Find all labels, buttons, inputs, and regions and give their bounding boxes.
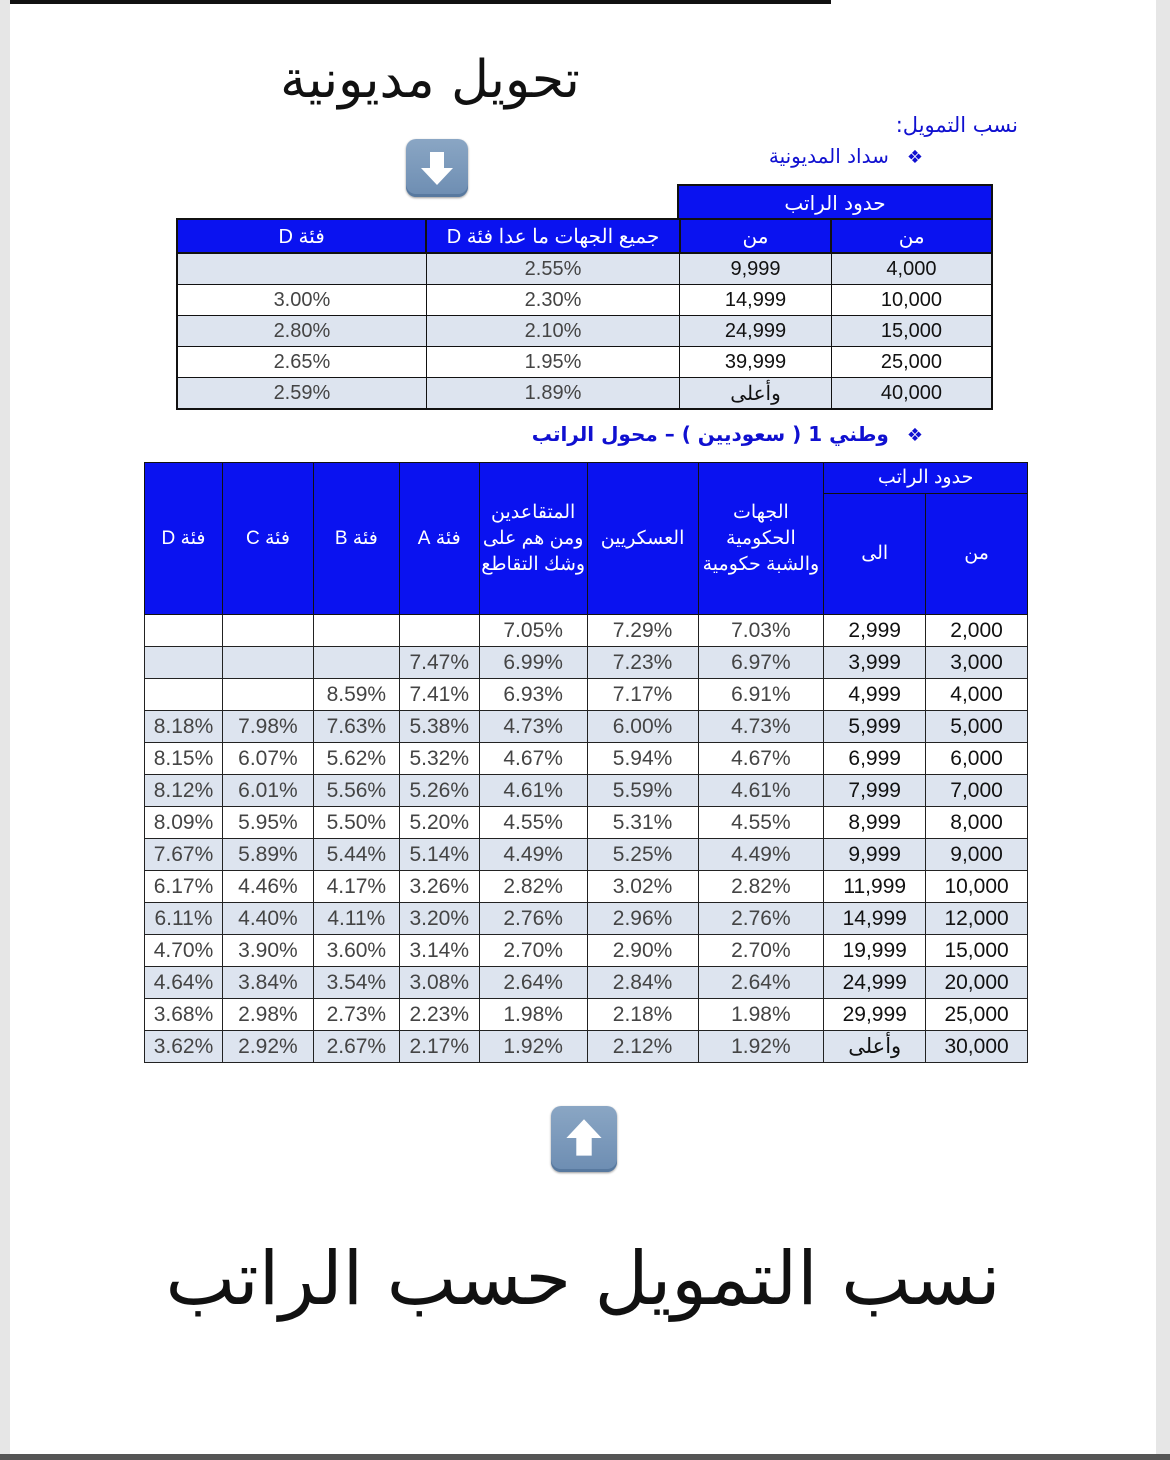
table2-cell: 4,999 — [824, 679, 926, 711]
table2-cell: 3,999 — [824, 647, 926, 679]
table2-cell: 4.40% — [223, 903, 314, 935]
table1-row — [177, 316, 992, 347]
table2-cell: 4.17% — [313, 871, 399, 903]
table2-cell: 5.31% — [587, 807, 698, 839]
table1-row — [177, 253, 992, 285]
table1-cell: 4,000 — [831, 253, 992, 285]
table2-cell: 3.02% — [587, 871, 698, 903]
table2-cell: 2.82% — [698, 871, 824, 903]
table2-cell: 4.55% — [698, 807, 824, 839]
section1-label: سداد المديونية — [768, 144, 889, 168]
table2-cell: 6.91% — [698, 679, 824, 711]
table2-cell: 4.49% — [698, 839, 824, 871]
table2-row — [145, 679, 1028, 711]
table1-cell: 2.55% — [426, 253, 679, 285]
table2-cell: 7.17% — [587, 679, 698, 711]
table2-row — [145, 647, 1028, 679]
table2-cell: 2.76% — [698, 903, 824, 935]
table2-cell: 4.73% — [698, 711, 824, 743]
table2-cell: 5.14% — [399, 839, 479, 871]
table2-header-row-1 — [145, 463, 1028, 494]
table2-cell: 7.05% — [479, 615, 587, 647]
bottom-edge — [0, 1454, 1170, 1460]
table2-cell: 2.82% — [479, 871, 587, 903]
table2-cell: 2.64% — [479, 967, 587, 999]
table2-cell: 4.55% — [479, 807, 587, 839]
arrow-down-icon — [406, 139, 468, 197]
table1-cell: 40,000 — [831, 378, 992, 410]
table2-cell: 4.73% — [479, 711, 587, 743]
table1-salary-limits-header: حدود الراتب — [677, 184, 993, 218]
table2-row — [145, 743, 1028, 775]
table2-cell — [145, 647, 223, 679]
table2-cell: 5.89% — [223, 839, 314, 871]
table2-cell: 7,000 — [926, 775, 1028, 807]
table2-cell — [145, 615, 223, 647]
page-title: تحويل مديونية — [280, 50, 580, 110]
table1-cell: 2.59% — [177, 378, 426, 410]
table2-header-category-b: فئة B — [313, 463, 399, 615]
table2-cell: 5.26% — [399, 775, 479, 807]
table2-cell: 2.12% — [587, 1031, 698, 1063]
table2-row — [145, 807, 1028, 839]
table2-row — [145, 615, 1028, 647]
table2-header-military: العسكريين — [587, 463, 698, 615]
table2-cell: 5.38% — [399, 711, 479, 743]
table2-cell: 8.15% — [145, 743, 223, 775]
table2-cell: 2.98% — [223, 999, 314, 1031]
bottom-title: نسب التمويل حسب الراتب — [165, 1236, 1001, 1322]
table2-cell: 7.29% — [587, 615, 698, 647]
table2-cell: 4.67% — [698, 743, 824, 775]
table2-cell: 2.92% — [223, 1031, 314, 1063]
table2-cell: 5.94% — [587, 743, 698, 775]
table2-cell: 6.97% — [698, 647, 824, 679]
table2-cell: 3.84% — [223, 967, 314, 999]
table2-cell: 8.59% — [313, 679, 399, 711]
table2-cell: 6,999 — [824, 743, 926, 775]
table1-cell: 2.30% — [426, 285, 679, 316]
table1-row — [177, 347, 992, 378]
table2-cell: 8.12% — [145, 775, 223, 807]
table1-row — [177, 378, 992, 410]
table2-cell: 3.90% — [223, 935, 314, 967]
table2-header-government: الجهات الحكومية والشبة حكومية — [698, 463, 824, 615]
table2-cell: 4.70% — [145, 935, 223, 967]
diamond-bullet-icon: ❖ — [906, 147, 923, 168]
table2-cell: 2.64% — [698, 967, 824, 999]
table2-cell: 6.17% — [145, 871, 223, 903]
table2-cell: 8,000 — [926, 807, 1028, 839]
table2-cell: 24,999 — [824, 967, 926, 999]
table2-row — [145, 839, 1028, 871]
table2-cell: 3,000 — [926, 647, 1028, 679]
table1-header-row — [177, 219, 992, 253]
table2-cell: 5.95% — [223, 807, 314, 839]
document-page — [10, 0, 1156, 1454]
table1-header-category-d: فئة D — [177, 219, 426, 253]
table1-header-from: من — [831, 219, 992, 253]
table2-cell: 8.18% — [145, 711, 223, 743]
table2-cell: 1.92% — [479, 1031, 587, 1063]
table2-cell — [313, 647, 399, 679]
table2-cell: 2,999 — [824, 615, 926, 647]
table2-cell: 3.26% — [399, 871, 479, 903]
rates-label: نسب التمويل: — [895, 113, 1018, 137]
table2-cell: 5.20% — [399, 807, 479, 839]
table2-row — [145, 711, 1028, 743]
table1-cell: 15,000 — [831, 316, 992, 347]
table1-cell — [177, 253, 426, 285]
table2-row — [145, 1031, 1028, 1063]
table2-cell: 11,999 — [824, 871, 926, 903]
table2-row — [145, 903, 1028, 935]
table2-cell: 6.93% — [479, 679, 587, 711]
table1-cell: 14,999 — [680, 285, 832, 316]
table2-header-category-c: فئة C — [223, 463, 314, 615]
table2-header-category-a: فئة A — [399, 463, 479, 615]
table2-salary-limits-header: حدود الراتب — [824, 463, 1028, 494]
table1-cell: وأعلى — [680, 378, 832, 410]
table2-cell: 10,000 — [926, 871, 1028, 903]
table1-cell: 2.80% — [177, 316, 426, 347]
table2-cell: 2.73% — [313, 999, 399, 1031]
table1-cell: 2.10% — [426, 316, 679, 347]
table2-cell: 4.61% — [479, 775, 587, 807]
table2-cell — [399, 615, 479, 647]
table2-cell: 5.62% — [313, 743, 399, 775]
section2-label: وطني 1 ( سعوديين ) – محول الراتب — [531, 422, 889, 446]
table2-cell: 2.70% — [479, 935, 587, 967]
table2-cell: 5.50% — [313, 807, 399, 839]
table2-cell: 7.98% — [223, 711, 314, 743]
table1-cell: 39,999 — [680, 347, 832, 378]
table2-cell: 7.23% — [587, 647, 698, 679]
table2-cell: 7.03% — [698, 615, 824, 647]
table2-cell: 6.07% — [223, 743, 314, 775]
table2-cell — [223, 615, 314, 647]
table2-cell: 6.99% — [479, 647, 587, 679]
table2-cell: 2.17% — [399, 1031, 479, 1063]
arrow-up-icon — [551, 1106, 617, 1172]
table1-cell: 9,999 — [680, 253, 832, 285]
table2-cell: 2.90% — [587, 935, 698, 967]
table2-cell: 7.67% — [145, 839, 223, 871]
table1-cell: 10,000 — [831, 285, 992, 316]
table2-header-to: الى — [824, 494, 926, 615]
table2-cell: 4.61% — [698, 775, 824, 807]
table2-cell: 4.49% — [479, 839, 587, 871]
table2-row — [145, 935, 1028, 967]
table2-cell: 6,000 — [926, 743, 1028, 775]
table2-cell: 3.54% — [313, 967, 399, 999]
table2-cell: 2,000 — [926, 615, 1028, 647]
table2-cell: 19,999 — [824, 935, 926, 967]
table2-row — [145, 999, 1028, 1031]
table2-cell: 7,999 — [824, 775, 926, 807]
table2-salary-transfer — [144, 462, 1028, 1063]
table1-row — [177, 285, 992, 316]
table2-header-category-d: فئة D — [145, 463, 223, 615]
table2-cell: 5.59% — [587, 775, 698, 807]
table2-cell: 3.60% — [313, 935, 399, 967]
table2-cell: 3.68% — [145, 999, 223, 1031]
table2-cell: وأعلى — [824, 1031, 926, 1063]
table2-cell: 2.18% — [587, 999, 698, 1031]
table2-cell: 5,999 — [824, 711, 926, 743]
table2-row — [145, 871, 1028, 903]
table2-cell: 5.25% — [587, 839, 698, 871]
table2-cell — [223, 679, 314, 711]
table2-cell: 3.20% — [399, 903, 479, 935]
table2-cell: 5.44% — [313, 839, 399, 871]
table2-cell: 30,000 — [926, 1031, 1028, 1063]
table2-cell: 4.64% — [145, 967, 223, 999]
table2-cell: 5,000 — [926, 711, 1028, 743]
table2-cell: 25,000 — [926, 999, 1028, 1031]
section2-heading — [532, 422, 923, 446]
section1-heading — [769, 144, 923, 168]
table2-cell: 2.67% — [313, 1031, 399, 1063]
table2-row — [145, 967, 1028, 999]
table2-cell: 8.09% — [145, 807, 223, 839]
table2-cell: 6.00% — [587, 711, 698, 743]
table2-cell: 2.70% — [698, 935, 824, 967]
table2-header-from: من — [926, 494, 1028, 615]
table2-cell: 3.08% — [399, 967, 479, 999]
table2-row — [145, 775, 1028, 807]
table2-cell: 3.62% — [145, 1031, 223, 1063]
table2-cell: 2.96% — [587, 903, 698, 935]
table2-cell: 7.63% — [313, 711, 399, 743]
table2-cell: 3.14% — [399, 935, 479, 967]
table2-cell: 1.98% — [698, 999, 824, 1031]
table2-cell — [313, 615, 399, 647]
table1-cell: 2.65% — [177, 347, 426, 378]
table2-cell: 4,000 — [926, 679, 1028, 711]
table2-cell: 7.41% — [399, 679, 479, 711]
diamond-bullet-icon: ❖ — [906, 425, 923, 446]
table2-cell — [145, 679, 223, 711]
table2-cell: 5.56% — [313, 775, 399, 807]
table2-cell: 2.23% — [399, 999, 479, 1031]
table1-debt-settlement — [176, 218, 993, 410]
table1-header-from-2: من — [680, 219, 832, 253]
table2-cell: 4.67% — [479, 743, 587, 775]
table2-cell: 6.11% — [145, 903, 223, 935]
table1-cell: 24,999 — [680, 316, 832, 347]
table2-cell: 8,999 — [824, 807, 926, 839]
table2-cell: 9,000 — [926, 839, 1028, 871]
table2-cell: 29,999 — [824, 999, 926, 1031]
table2-cell: 1.98% — [479, 999, 587, 1031]
table2-cell: 4.11% — [313, 903, 399, 935]
table2-cell: 2.76% — [479, 903, 587, 935]
table2-cell: 12,000 — [926, 903, 1028, 935]
table1-header-all-entities: جميع الجهات ما عدا فئة D — [426, 219, 679, 253]
table2-cell: 9,999 — [824, 839, 926, 871]
table2-cell: 6.01% — [223, 775, 314, 807]
table1-cell: 3.00% — [177, 285, 426, 316]
table1-cell: 1.89% — [426, 378, 679, 410]
table1-cell: 1.95% — [426, 347, 679, 378]
table2-cell: 15,000 — [926, 935, 1028, 967]
table2-cell: 7.47% — [399, 647, 479, 679]
table2-cell — [223, 647, 314, 679]
table2-cell: 4.46% — [223, 871, 314, 903]
table2-cell: 1.92% — [698, 1031, 824, 1063]
table2-cell: 2.84% — [587, 967, 698, 999]
table1-cell: 25,000 — [831, 347, 992, 378]
table2-header-retirees: المتقاعدين ومن هم على وشك التقاطع — [479, 463, 587, 615]
table2-cell: 20,000 — [926, 967, 1028, 999]
table2-cell: 5.32% — [399, 743, 479, 775]
table2-cell: 14,999 — [824, 903, 926, 935]
